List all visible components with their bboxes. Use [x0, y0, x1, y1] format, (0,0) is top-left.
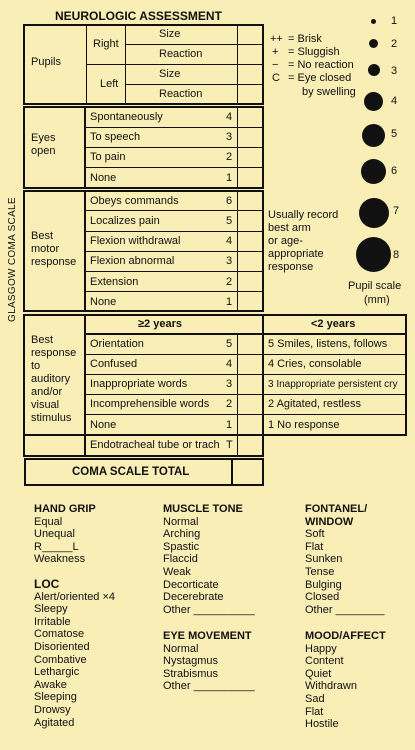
eye-movement-list: [163, 630, 255, 693]
pupil-dot-7: [359, 198, 389, 228]
left-size-label: Size: [159, 68, 181, 80]
verbal-row-text: Inappropriate words: [90, 378, 188, 390]
motor-row-score: 2: [226, 276, 233, 288]
list-item: Other ________: [305, 603, 385, 616]
verbal-row-text: Incomprehensible words: [90, 398, 210, 410]
list-item: Disoriented: [34, 640, 90, 653]
loc-list: [34, 578, 115, 729]
list-item: Bulging: [305, 578, 342, 591]
fontanel-list: [305, 503, 385, 616]
pupil-num-3: 3: [391, 65, 398, 77]
list-item: Hostile: [305, 718, 339, 731]
motor-row-text: None: [90, 296, 117, 308]
list-item: Sleeping: [34, 691, 77, 704]
glasgow-label: GLASGOW COMA SCALE: [7, 197, 18, 322]
list-item: Equal: [34, 515, 63, 528]
right-eye-label: Right: [93, 38, 119, 50]
verbal-label-1: Best: [31, 334, 54, 346]
motor-row-score: 3: [226, 255, 233, 267]
motor-label-3: response: [31, 256, 77, 268]
list-item: Nystagmus: [163, 655, 219, 668]
legend-text-swelling: by swelling: [302, 86, 356, 98]
verbal-label-5: and/or: [31, 386, 63, 398]
verbal-row-score: 4: [226, 358, 233, 370]
legend-text-sluggish: = Sluggish: [288, 46, 340, 58]
verbal-row-young: 3 Inappropriate persistent cry: [268, 379, 398, 390]
verbal-row-score: 1: [226, 419, 233, 431]
list-item: Closed: [305, 591, 340, 604]
list-item: Agitated: [34, 716, 75, 729]
motor-note-4: appropriate: [268, 248, 324, 260]
list-item: Tense: [305, 565, 335, 578]
verbal-row-text: Confused: [90, 358, 138, 370]
motor-row-text: Obeys commands: [90, 195, 179, 207]
verbal-row-young: 2 Agitated, restless: [268, 398, 361, 410]
list-item: Normal: [163, 642, 199, 655]
list-item: Drowsy: [34, 703, 71, 716]
legend-sym-sluggish: +: [272, 46, 279, 58]
list-item: Strabismus: [163, 667, 219, 680]
motor-row-score: 6: [226, 195, 233, 207]
pupil-num-4: 4: [391, 95, 398, 107]
list-item: Spastic: [163, 540, 200, 553]
pupil-dot-5: [362, 124, 385, 147]
verbal-label-4: auditory: [31, 373, 71, 385]
pupil-dot-8: [356, 237, 391, 272]
list-item: Decorticate: [163, 578, 219, 591]
left-reaction-label: Reaction: [159, 88, 203, 100]
motor-note-3: or age-: [268, 235, 303, 247]
motor-row-score: 4: [226, 235, 233, 247]
legend-sym-noreaction: −: [272, 59, 279, 71]
list-item: Combative: [34, 653, 87, 666]
eye-movement-title: EYE MOVEMENT: [163, 630, 252, 642]
eyes-row-text: None: [90, 172, 117, 184]
legend-sym-brisk: ++: [270, 33, 283, 45]
fontanel-title-1: FONTANEL/: [305, 503, 368, 515]
list-item: R_____L: [34, 540, 79, 553]
left-eye-label: Left: [100, 78, 119, 90]
header-younger: <2 years: [311, 318, 356, 330]
pupil-scale-caption: Pupil scale: [348, 280, 402, 292]
motor-row-text: Flexion withdrawal: [90, 235, 181, 247]
list-item: Comatose: [34, 628, 85, 641]
trach-row-score: T: [226, 439, 233, 451]
legend-text-closed: = Eye closed: [288, 72, 352, 84]
pupils-label: Pupils: [31, 56, 61, 68]
list-item: Normal: [163, 515, 199, 528]
verbal-label-7: stimulus: [31, 412, 72, 424]
verbal-row-young: 1 No response: [268, 419, 340, 431]
fontanel-title-2: WINDOW: [305, 515, 354, 528]
pupil-num-2: 2: [391, 38, 398, 50]
verbal-row-score: 5: [226, 338, 233, 350]
list-item: Alert/oriented ×4: [34, 590, 116, 603]
motor-row-score: 5: [226, 215, 233, 227]
list-item: Weak: [163, 565, 191, 578]
list-item: Other __________: [163, 603, 255, 616]
list-item: Happy: [305, 642, 337, 655]
pupil-num-6: 6: [391, 165, 398, 177]
mood-title: MOOD/AFFECT: [305, 630, 386, 642]
pupil-num-8: 8: [393, 249, 400, 261]
eyes-row-score: 2: [226, 151, 233, 163]
eyes-row-text: To pain: [90, 151, 126, 163]
list-item: Quiet: [305, 667, 332, 680]
muscle-tone-list: [163, 503, 255, 616]
eyes-row-text: To speech: [90, 131, 141, 143]
pupil-dot-1: [371, 19, 376, 24]
pupil-dot-4: [364, 92, 383, 111]
verbal-row-text: None: [90, 419, 117, 431]
header-older: ≥2 years: [138, 318, 182, 330]
motor-row-score: 1: [226, 296, 233, 308]
hand-grip-list: [34, 503, 96, 566]
right-size-label: Size: [159, 28, 181, 40]
list-item: Withdrawn: [305, 680, 357, 693]
eyes-row-score: 1: [226, 172, 233, 184]
verbal-row-score: 3: [226, 378, 233, 390]
eyes-row-score: 3: [226, 131, 233, 143]
verbal-label-6: visual: [31, 399, 60, 411]
pupil-scale-unit: (mm): [364, 294, 390, 306]
list-item: Flat: [305, 540, 324, 553]
list-item: Flaccid: [163, 553, 198, 566]
motor-label-1: Best: [31, 230, 54, 242]
motor-note-1: Usually record: [268, 209, 339, 221]
verbal-row-young: 4 Cries, consolable: [268, 358, 362, 370]
verbal-row-text: Orientation: [90, 338, 144, 350]
list-item: Decerebrate: [163, 591, 224, 604]
coma-total-label: COMA SCALE TOTAL: [72, 466, 190, 478]
list-item: Unequal: [34, 528, 75, 541]
verbal-row-young: 5 Smiles, listens, follows: [268, 338, 388, 350]
verbal-label-3: to: [31, 360, 41, 372]
verbal-label-2: response: [31, 347, 77, 359]
list-item: Irritable: [34, 615, 71, 628]
pupil-num-7: 7: [393, 205, 400, 217]
eyes-open-label-1: Eyes: [31, 132, 56, 144]
motor-row-text: Localizes pain: [90, 215, 160, 227]
legend-sym-closed: C: [272, 72, 280, 84]
list-item: Soft: [305, 528, 325, 541]
pupil-dot-6: [361, 159, 386, 184]
list-item: Content: [305, 655, 344, 668]
legend-text-brisk: = Brisk: [288, 33, 322, 45]
list-item: Arching: [163, 528, 201, 541]
pupil-dot-3: [368, 64, 380, 76]
eyes-row-score: 4: [226, 111, 233, 123]
motor-row-text: Extension: [90, 276, 139, 288]
verbal-row-score: 2: [226, 398, 233, 410]
list-item: Sunken: [305, 553, 343, 566]
muscle-tone-title: MUSCLE TONE: [163, 503, 243, 515]
legend-text-noreaction: = No reaction: [288, 59, 354, 71]
motor-label-2: motor: [31, 243, 60, 255]
list-item: Other __________: [163, 680, 255, 693]
loc-title: LOC: [34, 577, 60, 591]
hand-grip-title: HAND GRIP: [34, 503, 96, 515]
list-item: Flat: [305, 705, 324, 718]
list-item: Awake: [34, 678, 67, 691]
motor-note-2: best arm: [268, 222, 311, 234]
list-item: Weakness: [34, 553, 86, 566]
motor-note-5: response: [268, 261, 314, 273]
right-reaction-label: Reaction: [159, 48, 203, 60]
pupil-num-5: 5: [391, 128, 398, 140]
list-item: Sleepy: [34, 603, 68, 616]
page-title: NEUROLOGIC ASSESSMENT: [55, 9, 222, 23]
eyes-open-label-2: open: [31, 145, 56, 157]
list-item: Sad: [305, 692, 325, 705]
eyes-row-text: Spontaneously: [90, 111, 163, 123]
trach-row-text: Endotracheal tube or trach: [90, 439, 220, 451]
pupil-dot-2: [369, 39, 378, 48]
list-item: Lethargic: [34, 666, 80, 679]
mood-list: [305, 630, 386, 731]
motor-row-text: Flexion abnormal: [90, 255, 175, 267]
pupil-num-1: 1: [391, 15, 398, 27]
